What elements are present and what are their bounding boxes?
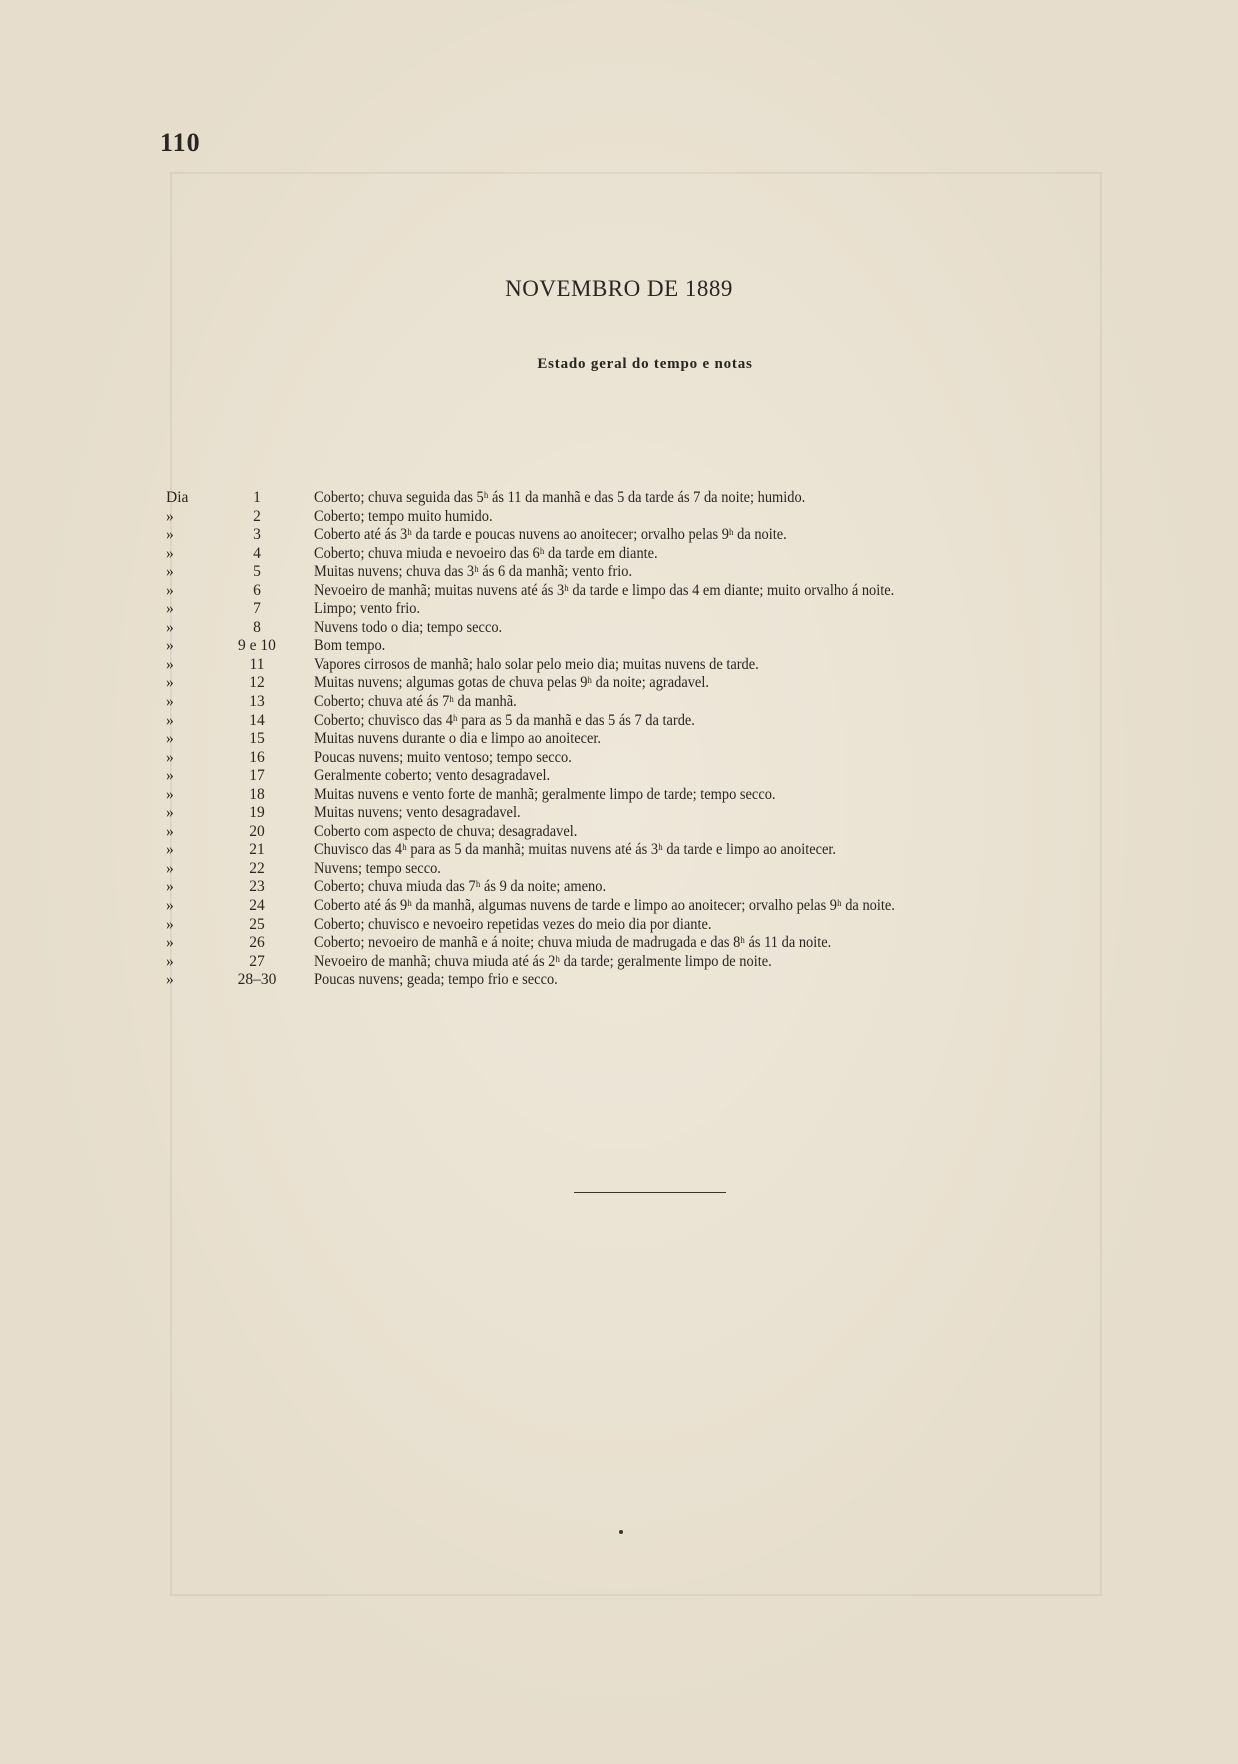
list-item (0, 619, 1238, 638)
day-number: 23 (249, 878, 265, 896)
day-number: 7 (253, 600, 261, 618)
day-number: 20 (249, 822, 265, 840)
list-item (0, 823, 1238, 842)
list-item (0, 749, 1238, 768)
weather-note: Muitas nuvens; vento desagradavel. (314, 804, 521, 822)
ditto-mark: » (166, 915, 174, 933)
section-subtitle: Estado geral do tempo e notas (537, 356, 753, 372)
list-item (0, 674, 1238, 693)
list-item (0, 971, 1238, 990)
ditto-mark: » (166, 748, 174, 766)
day-number: 25 (249, 915, 265, 933)
weather-note: Coberto; chuvisco e nevoeiro repetidas vezes do meio dia por diante. (314, 915, 712, 933)
day-number: 22 (249, 859, 265, 877)
ditto-mark: » (166, 526, 174, 544)
day-number: 26 (249, 934, 265, 952)
ditto-mark: » (166, 767, 174, 785)
day-number: 8 (253, 618, 261, 636)
ditto-mark: » (166, 897, 174, 915)
ditto-mark: » (166, 637, 174, 655)
weather-note: Muitas nuvens durante o dia e limpo ao anoitecer. (314, 730, 602, 748)
list-item (0, 730, 1238, 749)
ditto-mark: » (166, 934, 174, 952)
day-number: 3 (253, 526, 261, 544)
list-item (0, 934, 1238, 953)
list-item (0, 786, 1238, 805)
list-item (0, 693, 1238, 712)
list-item (0, 804, 1238, 823)
weather-note: Poucas nuvens; geada; tempo frio e secco. (314, 971, 558, 989)
day-number: 27 (249, 952, 265, 970)
weather-note: Muitas nuvens; chuva das 3ʰ ás 6 da manhã; vento frio. (314, 563, 633, 581)
weather-note: Poucas nuvens; muito ventoso; tempo secco. (314, 748, 572, 766)
ditto-mark: » (166, 563, 174, 581)
weather-note: Muitas nuvens e vento forte de manhã; geralmente limpo de tarde; tempo secco. (314, 785, 776, 803)
weather-note: Coberto até ás 9ʰ da manhã, algumas nuvens de tarde e limpo ao anoitecer; orvalho pelas 9ʰ da noite. (314, 897, 895, 915)
weather-note: Limpo; vento frio. (314, 600, 421, 618)
ditto-mark: » (166, 841, 174, 859)
list-item (0, 841, 1238, 860)
weather-note: Nuvens; tempo secco. (314, 859, 441, 877)
day-number: 4 (253, 544, 261, 562)
list-item (0, 712, 1238, 731)
weather-note: Bom tempo. (314, 637, 386, 655)
list-item (0, 953, 1238, 972)
page-number: 110 (160, 128, 201, 157)
day-number: 21 (249, 841, 265, 859)
weather-note: Coberto; chuva seguida das 5ʰ ás 11 da manhã e das 5 da tarde ás 7 da noite; humido. (314, 489, 806, 506)
list-item (0, 767, 1238, 786)
ditto-mark: » (166, 804, 174, 822)
weather-note: Nevoeiro de manhã; muitas nuvens até ás 3ʰ da tarde e limpo das 4 em diante; muito orvalho á noite. (314, 581, 895, 599)
weather-notes-list (0, 489, 1238, 990)
closing-rule (574, 1192, 726, 1193)
weather-note: Coberto; chuva miuda das 7ʰ ás 9 da noite; ameno. (314, 878, 607, 896)
weather-note: Muitas nuvens; algumas gotas de chuva pelas 9ʰ da noite; agradavel. (314, 674, 709, 692)
day-number: 14 (249, 711, 265, 729)
list-item (0, 545, 1238, 564)
weather-note: Nuvens todo o dia; tempo secco. (314, 618, 503, 636)
ditto-mark: » (166, 507, 174, 525)
day-number: 17 (249, 767, 265, 785)
day-label: Dia (166, 489, 189, 506)
weather-note: Chuvisco das 4ʰ para as 5 da manhã; muitas nuvens até ás 3ʰ da tarde e limpo ao anoitecer. (314, 841, 837, 859)
ditto-mark: » (166, 859, 174, 877)
list-item (0, 508, 1238, 527)
weather-note: Coberto com aspecto de chuva; desagradavel. (314, 822, 578, 840)
ditto-mark: » (166, 878, 174, 896)
day-number: 13 (249, 693, 265, 711)
ditto-mark: » (166, 544, 174, 562)
ditto-mark: » (166, 971, 174, 989)
list-item (0, 489, 1238, 508)
day-number: 5 (253, 563, 261, 581)
ditto-mark: » (166, 711, 174, 729)
list-item (0, 656, 1238, 675)
day-number: 2 (253, 507, 261, 525)
weather-note: Coberto; nevoeiro de manhã e á noite; chuva miuda de madrugada e das 8ʰ ás 11 da noite. (314, 934, 832, 952)
day-number: 18 (249, 785, 265, 803)
list-item (0, 526, 1238, 545)
ditto-mark: » (166, 785, 174, 803)
list-item (0, 637, 1238, 656)
list-item (0, 897, 1238, 916)
ditto-mark: » (166, 600, 174, 618)
list-item (0, 916, 1238, 935)
weather-note: Nevoeiro de manhã; chuva miuda até ás 2ʰ da tarde; geralmente limpo de noite. (314, 952, 772, 970)
list-item (0, 878, 1238, 897)
day-number: 12 (249, 674, 265, 692)
weather-note: Coberto até ás 3ʰ da tarde e poucas nuvens ao anoitecer; orvalho pelas 9ʰ da noite. (314, 526, 787, 544)
weather-note: Vapores cirrosos de manhã; halo solar pelo meio dia; muitas nuvens de tarde. (314, 655, 759, 673)
weather-note: Coberto; tempo muito humido. (314, 507, 493, 525)
ditto-mark: » (166, 693, 174, 711)
page-title: NOVEMBRO DE 1889 (505, 276, 733, 301)
ditto-mark: » (166, 655, 174, 673)
day-number: 19 (249, 804, 265, 822)
day-number: 15 (249, 730, 265, 748)
day-number: 16 (249, 748, 265, 766)
day-number: 24 (249, 897, 265, 915)
ditto-mark: » (166, 730, 174, 748)
day-number: 1 (253, 489, 261, 506)
list-item (0, 600, 1238, 619)
list-item (0, 860, 1238, 879)
weather-note: Coberto; chuva miuda e nevoeiro das 6ʰ da tarde em diante. (314, 544, 658, 562)
ditto-mark: » (166, 674, 174, 692)
list-item (0, 563, 1238, 582)
ditto-mark: » (166, 822, 174, 840)
ink-speck (619, 1530, 623, 1534)
weather-note: Coberto; chuvisco das 4ʰ para as 5 da manhã e das 5 ás 7 da tarde. (314, 711, 695, 729)
ditto-mark: » (166, 581, 174, 599)
day-number: 9 e 10 (238, 637, 276, 655)
day-number: 6 (253, 581, 261, 599)
ditto-mark: » (166, 618, 174, 636)
weather-note: Coberto; chuva até ás 7ʰ da manhã. (314, 693, 517, 711)
list-item (0, 582, 1238, 601)
weather-note: Geralmente coberto; vento desagradavel. (314, 767, 551, 785)
day-number: 28–30 (237, 971, 277, 989)
ditto-mark: » (166, 952, 174, 970)
day-number: 11 (249, 655, 265, 673)
